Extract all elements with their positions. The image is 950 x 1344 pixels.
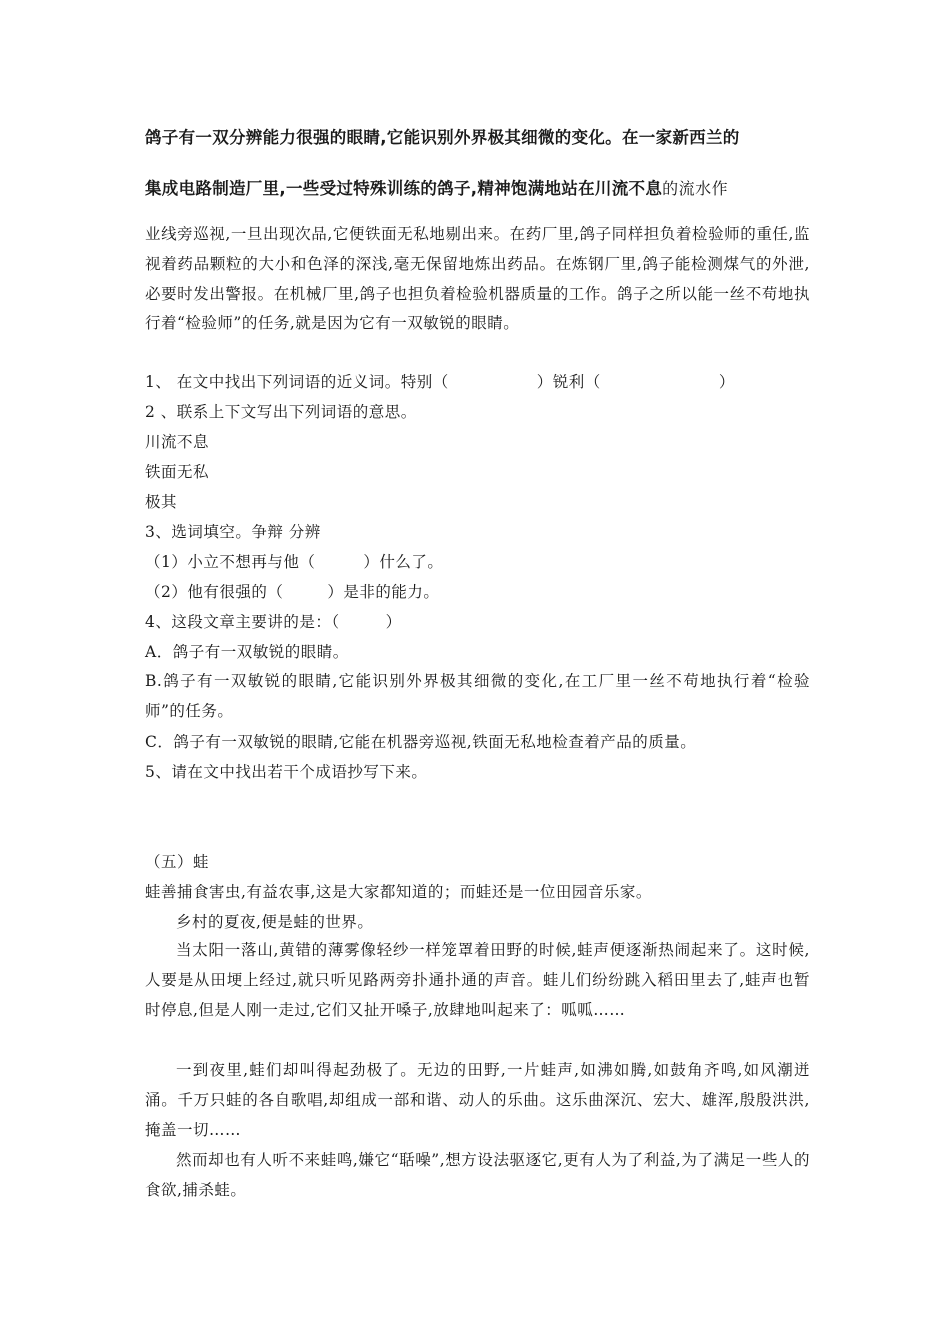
question-3-1	[145, 552, 443, 572]
question-4-option-c: C．鸽子有一双敏锐的眼睛,它能在机器旁巡视,铁面无私地检查着产品的质量。	[145, 733, 697, 751]
question-4-option-a: A．鸽子有一双敏锐的眼睛。	[145, 643, 349, 661]
question-4-suffix: ）	[385, 613, 402, 631]
question-3-1-prefix: （1）小立不想再与他（	[145, 553, 316, 571]
question-3-2-prefix: （2）他有很强的（	[145, 583, 284, 601]
question-3-2-suffix: ）是非的能力。	[327, 583, 440, 601]
question-1-end: ）	[718, 373, 735, 391]
question-1-prefix: 1、 在文中找出下列词语的近义词。特别（	[145, 373, 449, 391]
passage5-paragraph-2	[145, 912, 373, 932]
passage4-body: 业线旁巡视,一旦出现次品,它便铁面无私地剔出来。在药厂里,鸽子同样担负着检验师的重任,监视着药品颗粒的大小和色泽的深浅,毫无保留地炼出药品。在炼钢厂里,鸽子能检测煤气的外泄,必要时发出警报。在机械厂里,鸽子也担负着检验机器质量的工作。鸽子之所以能一丝不苟地执行着“检验师”的任务,就是因为它有一双敏锐的眼睛。	[145, 225, 810, 333]
question-4-option-b: B.鸽子有一双敏锐的眼睛,它能识别外界极其细微的变化,在工厂里一丝不苟地执行着“检验师”的任务。	[145, 672, 810, 720]
question-3: 3、选词填空。争辩 分辨	[145, 523, 321, 541]
question-1	[145, 372, 735, 392]
question-1-mid: ）锐利（	[536, 373, 601, 391]
question-5: 5、请在文中找出若干个成语抄写下来。	[145, 763, 428, 781]
question-2: 2 、联系上下文写出下列词语的意思。	[145, 403, 417, 421]
question-4-prefix: 4、这段文章主要讲的是：（	[145, 613, 340, 631]
passage5-paragraph-5: 然而却也有人听不来蛙鸣,嫌它“聒噪”,想方设法驱逐它,更有人为了利益,为了满足一些人的食欲,捕杀蛙。	[145, 1151, 810, 1199]
passage5-title: （五）蛙	[145, 853, 210, 871]
passage4-line2-bold: 集成电路制造厂里,一些受过特殊训练的鸽子,精神饱满地站在川流不息	[145, 179, 663, 198]
passage4-line2-tail: 的流水作	[662, 179, 729, 198]
passage5-paragraph-3: 当太阳一落山,黄错的薄雾像轻纱一样笼罩着田野的时候,蛙声便逐渐热闹起来了。这时候,人要是从田埂上经过,就只听见路两旁扑通扑通的声音。蛙儿们纷纷跳入稻田里去了,蛙声也暂时停息,但是人刚一走过,它们又扯开嗓子,放肆地叫起来了：呱呱……	[145, 941, 810, 1019]
question-2-word-3: 极其	[145, 493, 178, 511]
question-3-1-suffix: ）什么了。	[363, 553, 444, 571]
passage5-paragraph-4: 一到夜里,蛙们却叫得起劲极了。无边的田野,一片蛙声,如沸如腾,如鼓角齐鸣,如风潮迸涌。千万只蛙的各自歌唱,却组成一部和谐、动人的乐曲。这乐曲深沉、宏大、雄浑,殷殷洪洪,掩盖一切……	[145, 1061, 810, 1139]
question-2-word-2: 铁面无私	[145, 463, 210, 481]
passage4-line1: 鸽子有一双分辨能力很强的眼睛,它能识别外界极其细微的变化。在一家新西兰的	[145, 128, 740, 147]
passage4-line2	[145, 179, 728, 199]
passage5-paragraph-2-text: 乡村的夏夜,便是蛙的世界。	[176, 913, 374, 931]
passage5-paragraph-1: 蛙善捕食害虫,有益农事,这是大家都知道的；而蛙还是一位田园音乐家。	[145, 883, 652, 901]
question-4	[145, 612, 402, 632]
question-3-2	[145, 582, 439, 602]
question-2-word-1: 川流不息	[145, 433, 210, 451]
